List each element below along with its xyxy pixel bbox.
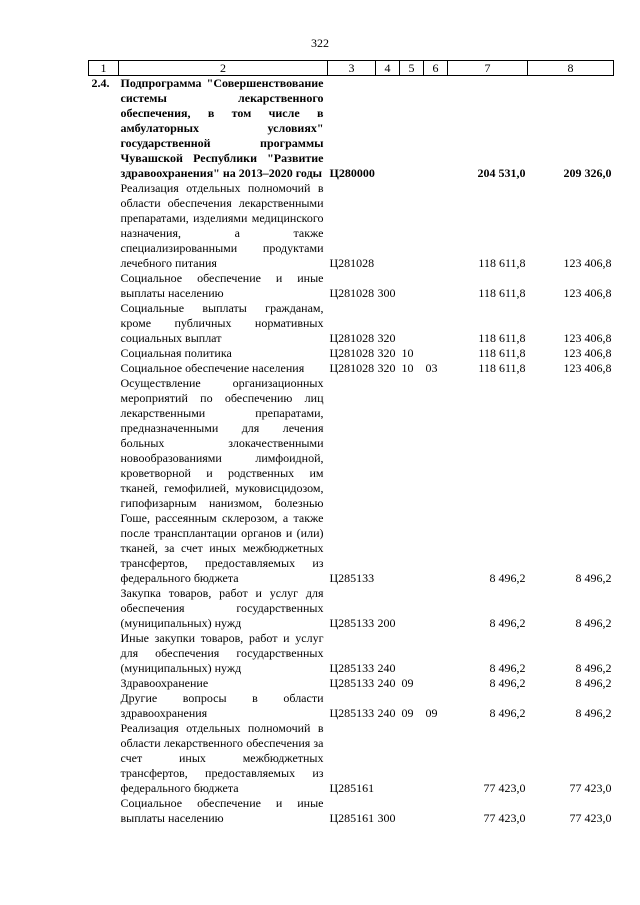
- subsection-code: 03: [425, 361, 438, 375]
- table-row: [89, 586, 614, 631]
- row-number: [89, 796, 119, 826]
- column-header-row: [89, 61, 614, 76]
- subsection-code: [424, 676, 448, 691]
- target-article-code: Ц285133: [329, 661, 375, 675]
- target-article-code: Ц285133: [329, 706, 375, 720]
- table-row: [89, 376, 614, 586]
- section-code: [400, 796, 424, 826]
- section-code: 10: [401, 346, 414, 360]
- amount-year-2: 8 496,2: [575, 571, 612, 585]
- target-article-code: Ц285133: [329, 676, 375, 690]
- table-row: [89, 361, 614, 376]
- target-article-code: Ц285161: [329, 811, 375, 825]
- expense-type-code: 320: [377, 346, 396, 360]
- expense-type-code: 300: [377, 286, 396, 300]
- expense-type-code: [376, 181, 400, 271]
- table-row: [89, 691, 614, 721]
- row-description: Реализация отдельных полномочий в области лекарственного обеспечения за счет иных межбюджетных трансфертов, предоставляемых из федерального бюджета: [120, 721, 324, 795]
- amount-year-2: 8 496,2: [575, 676, 612, 690]
- subsection-code: [424, 301, 448, 346]
- row-number: [89, 676, 119, 691]
- column-header: 8: [528, 61, 614, 76]
- expense-type-code: 300: [377, 811, 396, 825]
- section-code: 09: [401, 676, 414, 690]
- row-number: [89, 376, 119, 586]
- column-header: 3: [328, 61, 376, 76]
- row-description: Здравоохранение: [120, 676, 209, 690]
- target-article-code: Ц285133: [329, 616, 375, 630]
- amount-year-2: 123 406,8: [563, 331, 612, 345]
- row-description: Подпрограмма "Совершенствование системы лекарственного обеспечения, в том числе в амбулаторных условиях" государственной программы Чувашской Республики "Развитие здравоохранения" на 2013–2020 годы: [120, 76, 324, 180]
- row-number: [89, 271, 119, 301]
- table-row: [89, 271, 614, 301]
- target-article-code: Ц281028: [329, 361, 375, 375]
- section-code: [400, 76, 424, 182]
- section-code: [400, 721, 424, 796]
- target-article-code: Ц281028: [329, 346, 375, 360]
- column-header: 1: [89, 61, 119, 76]
- page-number: 322: [311, 36, 329, 50]
- subsection-code: 09: [425, 706, 438, 720]
- table-row: [89, 346, 614, 361]
- section-code: [400, 376, 424, 586]
- amount-year-1: 8 496,2: [489, 676, 526, 690]
- column-header: 6: [424, 61, 448, 76]
- subsection-code: [424, 346, 448, 361]
- row-number: [89, 346, 119, 361]
- table-row: [89, 181, 614, 271]
- budget-table: [88, 60, 614, 826]
- row-description: Социальное обеспечение населения: [120, 361, 305, 375]
- section-code: 10: [401, 361, 414, 375]
- target-article-code: Ц285161: [329, 781, 375, 795]
- subsection-code: [424, 586, 448, 631]
- amount-year-1: 8 496,2: [489, 706, 526, 720]
- amount-year-1: 118 611,8: [478, 286, 526, 300]
- target-article-code: Ц280000: [329, 166, 375, 180]
- column-header: 7: [448, 61, 528, 76]
- table-row: [89, 301, 614, 346]
- amount-year-2: 123 406,8: [563, 346, 612, 360]
- amount-year-2: 8 496,2: [575, 616, 612, 630]
- row-description: Социальная политика: [120, 346, 232, 360]
- row-number: [89, 631, 119, 676]
- table-body: [89, 76, 614, 827]
- amount-year-2: 77 423,0: [569, 781, 612, 795]
- table-row: [89, 796, 614, 826]
- row-number: [89, 361, 119, 376]
- table-row: [89, 676, 614, 691]
- target-article-code: Ц281028: [329, 286, 375, 300]
- amount-year-1: 8 496,2: [489, 661, 526, 675]
- row-number: [89, 586, 119, 631]
- amount-year-2: 209 326,0: [563, 166, 612, 180]
- expense-type-code: 320: [377, 361, 396, 375]
- table-row: [89, 721, 614, 796]
- amount-year-2: 8 496,2: [575, 706, 612, 720]
- row-number: [89, 721, 119, 796]
- target-article-code: Ц281028: [329, 331, 375, 345]
- amount-year-2: 123 406,8: [563, 286, 612, 300]
- subsection-code: [424, 271, 448, 301]
- table-row: [89, 631, 614, 676]
- subsection-code: [424, 631, 448, 676]
- row-description: Социальное обеспечение и иные выплаты населению: [120, 796, 324, 825]
- row-number: [89, 181, 119, 271]
- row-description: Осуществление организационных мероприятий по обеспечению лиц лекарственными препаратами, предназначенными для лечения больных злокачественными новообразованиями лимфоидной, кроветворной и родственных им тканей, гемофилией, муковисцидозом, гипофизарным нанизмом, болезнью Гоше, рассеянным склерозом, а также после трансплантации органов и (или) тканей, за счет иных межбюджетных трансфертов, предоставляемых из федерального бюджета: [120, 376, 324, 585]
- row-description: Социальное обеспечение и иные выплаты населению: [120, 271, 324, 300]
- expense-type-code: 200: [377, 616, 396, 630]
- amount-year-1: 77 423,0: [483, 811, 526, 825]
- column-header: 4: [376, 61, 400, 76]
- subsection-code: [424, 721, 448, 796]
- amount-year-1: 118 611,8: [478, 346, 526, 360]
- amount-year-1: 8 496,2: [489, 571, 526, 585]
- expense-type-code: [376, 376, 400, 586]
- section-code: [400, 631, 424, 676]
- section-code: [400, 181, 424, 271]
- amount-year-1: 118 611,8: [478, 256, 526, 270]
- expense-type-code: 320: [377, 331, 396, 345]
- row-description: Иные закупки товаров, работ и услуг для обеспечения государственных (муниципальных) нужд: [120, 631, 324, 675]
- amount-year-2: 123 406,8: [563, 361, 612, 375]
- row-number: 2.4.: [91, 76, 110, 90]
- section-code: [400, 301, 424, 346]
- section-code: 09: [401, 706, 414, 720]
- amount-year-2: 123 406,8: [563, 256, 612, 270]
- section-code: [400, 586, 424, 631]
- amount-year-2: 77 423,0: [569, 811, 612, 825]
- amount-year-1: 8 496,2: [489, 616, 526, 630]
- amount-year-1: 118 611,8: [478, 331, 526, 345]
- column-header: 5: [400, 61, 424, 76]
- subsection-code: [424, 181, 448, 271]
- amount-year-2: 8 496,2: [575, 661, 612, 675]
- row-description: Другие вопросы в области здравоохранения: [120, 691, 324, 720]
- subsection-code: [424, 796, 448, 826]
- amount-year-1: 204 531,0: [477, 166, 526, 180]
- target-article-code: Ц285133: [329, 571, 375, 585]
- amount-year-1: 77 423,0: [483, 781, 526, 795]
- row-description: Закупка товаров, работ и услуг для обеспечения государственных (муниципальных) нужд: [120, 586, 324, 630]
- table-row: [89, 76, 614, 182]
- expense-type-code: [376, 721, 400, 796]
- expense-type-code: 240: [377, 706, 396, 720]
- subsection-code: [424, 376, 448, 586]
- row-description: Реализация отдельных полномочий в области обеспечения лекарственными препаратами, изделиями медицинского назначения, а также специализированными продуктами лечебного питания: [120, 181, 324, 270]
- column-header: 2: [119, 61, 328, 76]
- expense-type-code: 240: [377, 661, 396, 675]
- row-description: Социальные выплаты гражданам, кроме публичных нормативных социальных выплат: [120, 301, 324, 345]
- expense-type-code: 240: [377, 676, 396, 690]
- amount-year-1: 118 611,8: [478, 361, 526, 375]
- expense-type-code: [376, 76, 400, 182]
- target-article-code: Ц281028: [329, 256, 375, 270]
- subsection-code: [424, 76, 448, 182]
- section-code: [400, 271, 424, 301]
- row-number: [89, 301, 119, 346]
- row-number: [89, 691, 119, 721]
